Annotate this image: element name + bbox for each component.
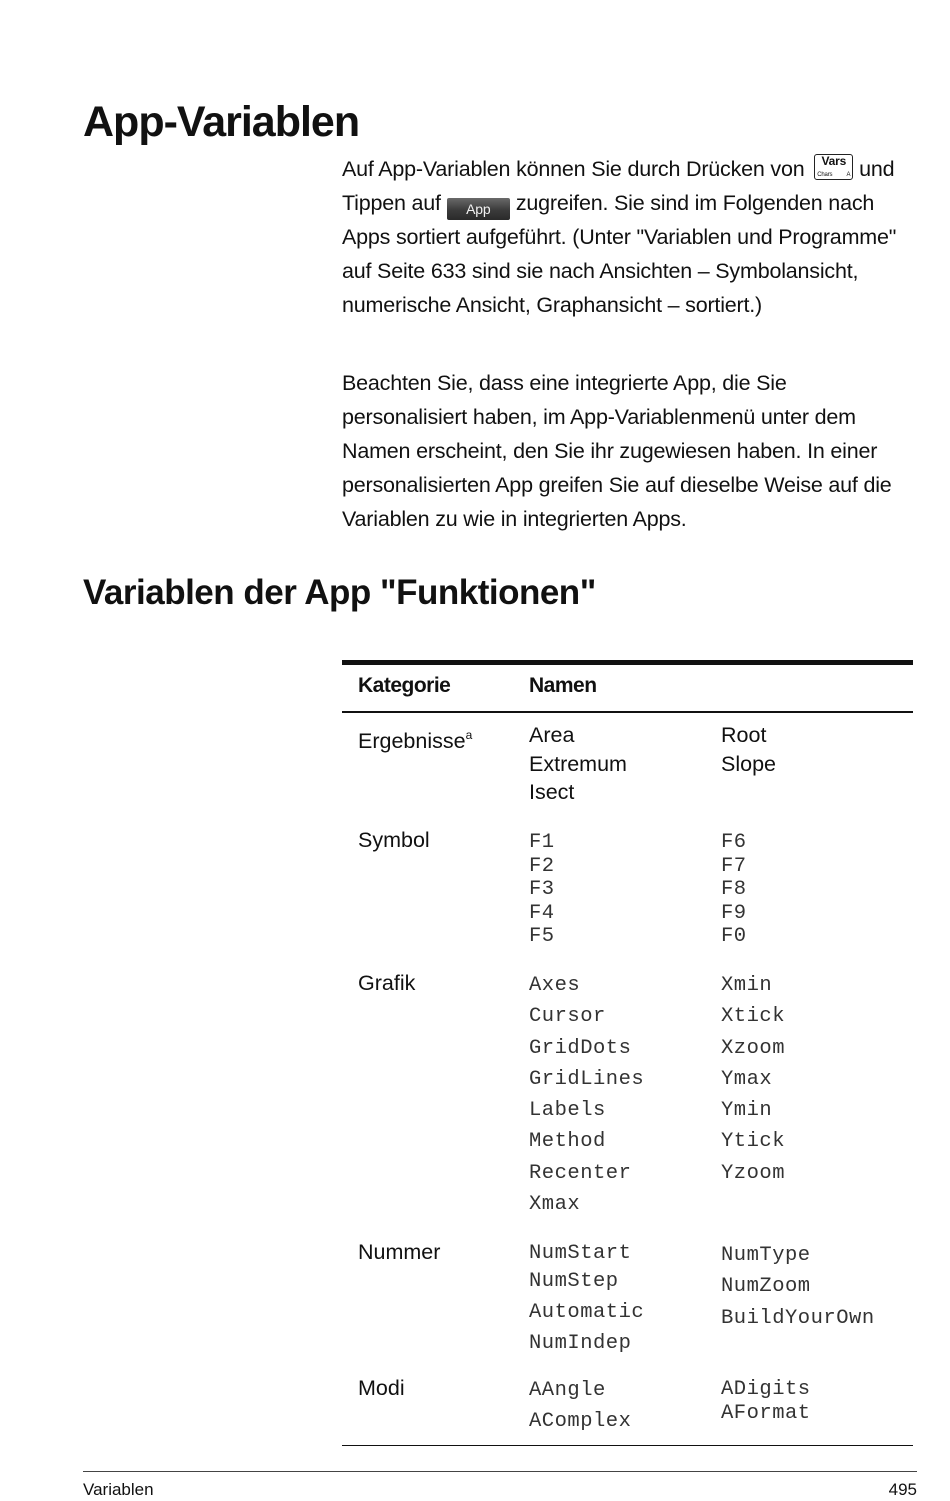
list-item: Root bbox=[721, 723, 767, 747]
list-item: Yzoom bbox=[721, 1161, 786, 1185]
list-item: Xtick bbox=[721, 1005, 786, 1029]
list-item: Ymin bbox=[721, 1099, 773, 1123]
grafik-names-col2 bbox=[721, 970, 785, 1189]
modi-names-col2 bbox=[721, 1378, 811, 1425]
list-item: F7 bbox=[721, 854, 747, 878]
table-row-category-modi: Modi bbox=[358, 1376, 405, 1400]
table-header-names: Namen bbox=[529, 674, 597, 697]
table-row-category-symbol: Symbol bbox=[358, 828, 430, 852]
table-bottom-rule bbox=[342, 1445, 913, 1446]
list-item: Axes bbox=[529, 974, 581, 997]
symbol-names-col2 bbox=[721, 831, 747, 949]
list-item: NumStep bbox=[529, 1270, 619, 1293]
list-item: Ytick bbox=[721, 1130, 786, 1154]
page-title: App-Variablen bbox=[83, 98, 360, 146]
list-item: NumIndep bbox=[529, 1332, 632, 1355]
section-title: Variablen der App "Funktionen" bbox=[83, 573, 596, 612]
ergebnisse-names-col1 bbox=[529, 721, 627, 807]
table-row-category-nummer: Nummer bbox=[358, 1240, 441, 1264]
list-item: Method bbox=[529, 1130, 606, 1154]
intro-text-2: und Tippen auf bbox=[342, 157, 895, 215]
list-item: AAngle bbox=[529, 1379, 606, 1402]
list-item: Xmax bbox=[529, 1193, 581, 1217]
table-row-category-ergebnisse bbox=[358, 721, 472, 755]
list-item: NumStart bbox=[529, 1242, 632, 1265]
list-item: Cursor bbox=[529, 1005, 606, 1029]
vars-key-label: Vars bbox=[821, 154, 847, 168]
vars-key-icon bbox=[814, 154, 853, 180]
vars-key-sub-right: A bbox=[846, 172, 851, 178]
list-item: Recenter bbox=[529, 1161, 632, 1185]
table-header-category: Kategorie bbox=[358, 674, 451, 697]
list-item: Automatic bbox=[529, 1301, 645, 1324]
personalized-app-paragraph: Beachten Sie, dass eine integrierte App, die Sie personalisiert haben, im App-Variablenmenü unter dem Namen erscheint, den Sie ihr zugewiesen haben. In einer personalisierten App greifen Sie auf dieselbe Weise auf die Variablen zu wie in integrierten Apps. bbox=[342, 371, 892, 531]
intro-text-3: zugreifen. Sie sind im Folgenden nach Apps sortiert aufgeführt. (Unter "Variablen und Programme" auf Seite 633 sind sie nach Ansichten – Symbolansicht, numerische Ansicht, Graphansicht – sortiert.) bbox=[342, 191, 897, 317]
ergebnisse-names-col2 bbox=[721, 721, 776, 778]
list-item: AFormat bbox=[721, 1401, 811, 1425]
nummer-names-col1 bbox=[529, 1242, 644, 1359]
list-item: ADigits bbox=[721, 1378, 811, 1401]
modi-names-col1 bbox=[529, 1375, 631, 1438]
table-row-category-grafik: Grafik bbox=[358, 971, 416, 995]
category-label: Ergebnisse bbox=[358, 729, 466, 753]
list-item: F4 bbox=[529, 901, 555, 925]
grafik-names-col1 bbox=[529, 970, 644, 1220]
list-item: GridDots bbox=[529, 1036, 632, 1060]
list-item: NumZoom bbox=[721, 1275, 811, 1299]
list-item: GridLines bbox=[529, 1067, 645, 1091]
list-item: F3 bbox=[529, 878, 555, 901]
table-header-rule bbox=[342, 711, 913, 713]
footer-rule bbox=[83, 1471, 917, 1472]
intro-paragraph bbox=[342, 152, 917, 322]
list-item: F5 bbox=[529, 925, 555, 948]
list-item: Isect bbox=[529, 780, 575, 804]
vars-key-sub-left: Chars bbox=[817, 172, 833, 178]
list-item: F0 bbox=[721, 925, 747, 948]
table-top-rule bbox=[342, 660, 913, 665]
list-item: AComplex bbox=[529, 1410, 632, 1434]
list-item: F8 bbox=[721, 878, 747, 901]
list-item: Area bbox=[529, 723, 575, 747]
nummer-names-col2 bbox=[721, 1240, 875, 1334]
list-item: F2 bbox=[529, 854, 555, 878]
footer-page-number: 495 bbox=[888, 1480, 917, 1499]
footnote-mark: a bbox=[465, 728, 473, 742]
list-item: Slope bbox=[721, 751, 776, 776]
list-item: Extremum bbox=[529, 751, 627, 776]
footer-chapter: Variablen bbox=[83, 1480, 154, 1499]
app-softkey-button: App bbox=[447, 198, 510, 220]
list-item: NumType bbox=[721, 1244, 811, 1267]
symbol-names-col1 bbox=[529, 831, 555, 949]
list-item: F9 bbox=[721, 901, 747, 925]
list-item: F1 bbox=[529, 831, 555, 854]
list-item: Ymax bbox=[721, 1067, 773, 1091]
list-item: Labels bbox=[529, 1099, 606, 1123]
list-item: F6 bbox=[721, 831, 747, 854]
intro-text-1: Auf App-Variablen können Sie durch Drücken von bbox=[342, 157, 805, 181]
list-item: Xzoom bbox=[721, 1036, 786, 1060]
list-item: Xmin bbox=[721, 974, 773, 997]
list-item: BuildYourOwn bbox=[721, 1306, 875, 1330]
